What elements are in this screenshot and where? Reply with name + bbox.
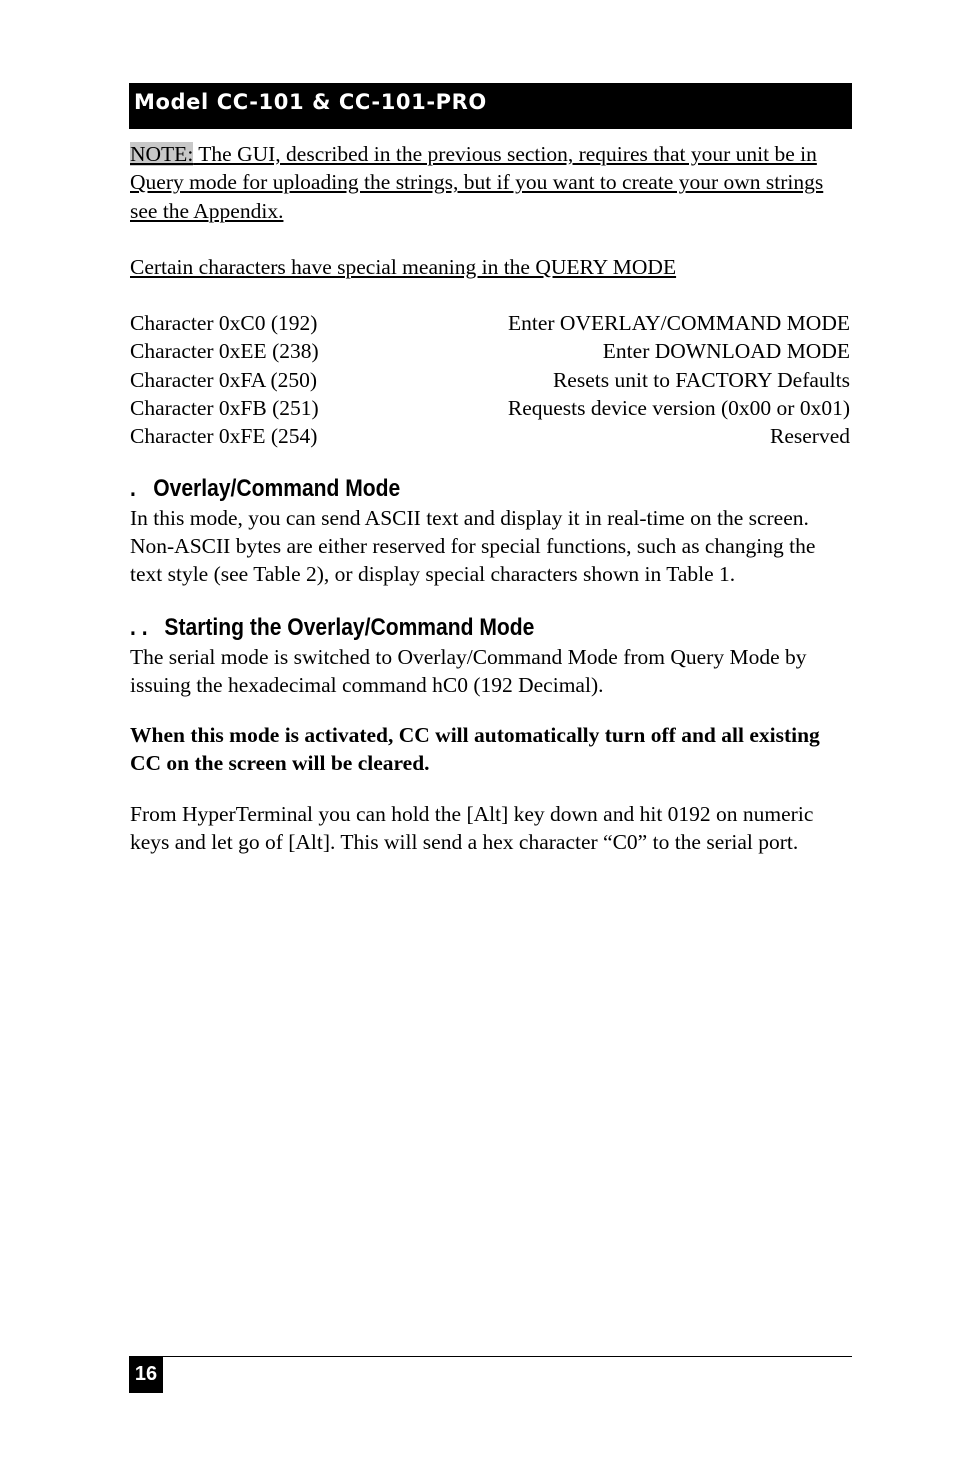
section-number: .	[130, 474, 136, 502]
warning-paragraph: When this mode is activated, CC will automatically turn off and all existing CC on the screen will be cleared.	[130, 723, 820, 776]
character-code: Character 0xEE (238)	[130, 339, 319, 364]
note-paragraph	[130, 140, 850, 225]
character-table	[130, 309, 850, 450]
character-code: Character 0xC0 (192)	[130, 311, 318, 336]
character-row	[130, 309, 850, 337]
section-heading-starting-overlay-command-mode	[130, 613, 749, 643]
header-title: Model CC-101 & CC-101-PRO	[134, 90, 487, 114]
character-row	[130, 394, 850, 422]
character-code: Character 0xFA (250)	[130, 367, 318, 392]
character-meaning: Resets unit to FACTORY Defaults	[552, 367, 850, 392]
special-characters-intro: Certain characters have special meaning in the QUERY MODE	[130, 254, 677, 279]
character-meaning: Enter OVERLAY/COMMAND MODE	[507, 311, 850, 336]
section-body: The serial mode is switched to Overlay/Command Mode from Query Mode by issuing the hexadecimal command hC0 (192 Decimal).	[130, 644, 807, 697]
page-content	[130, 140, 850, 856]
character-code: Character 0xFE (254)	[130, 424, 318, 449]
section-title: Starting the Overlay/Command Mode	[164, 613, 535, 641]
character-meaning: Reserved	[770, 424, 850, 449]
character-row	[130, 422, 850, 450]
section-heading-overlay-command-mode	[130, 474, 749, 504]
section-title: Overlay/Command Mode	[153, 474, 401, 502]
header-bar	[129, 83, 852, 129]
character-meaning: Requests device version (0x00 or 0x01)	[507, 396, 850, 421]
section-number: . .	[130, 613, 148, 641]
note-text: The GUI, described in the previous section, requires that your unit be in Query mode for uploading the strings, but if you want to create your own strings see the Appendix.	[130, 142, 824, 223]
hyperterminal-paragraph: From HyperTerminal you can hold the [Alt] key down and hit 0192 on numeric keys and let go of [Alt]. This will send a hex character “C0” to the serial port.	[130, 801, 814, 855]
page-number: 16	[129, 1356, 163, 1393]
character-code: Character 0xFB (251)	[130, 396, 319, 421]
character-meaning: Enter DOWNLOAD MODE	[602, 339, 850, 364]
character-row	[130, 366, 850, 394]
note-label: NOTE:	[130, 142, 194, 166]
character-row	[130, 337, 850, 365]
section-body: In this mode, you can send ASCII text and display it in real-time on the screen. Non-ASCII bytes are either reserved for special functions, such as changing the text style (see Table 2), or display special characters shown in Table 1.	[130, 505, 816, 587]
footer-rule	[162, 1356, 852, 1357]
